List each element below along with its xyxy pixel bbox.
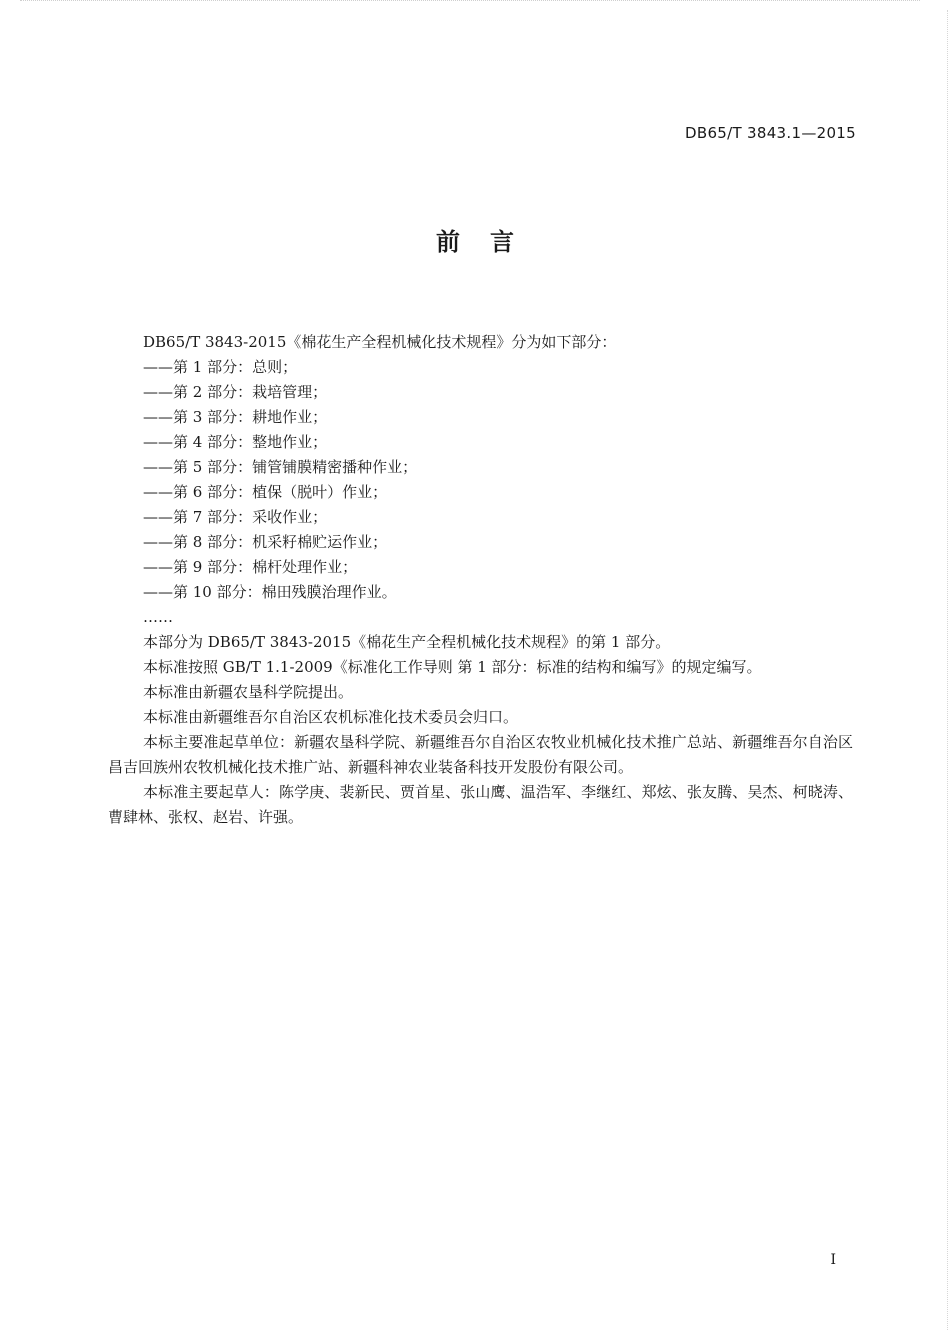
list-ellipsis: …… [143,608,173,626]
parts-list [108,355,853,630]
list-item: ——第 10 部分：棉田残膜治理作业。 [143,583,397,601]
paragraph-drafting-rules: 本标准按照 GB/T 1.1-2009《标准化工作导则 第 1 部分：标准的结构和编写》的规定编写。 [143,658,762,676]
scan-edge-top [20,0,920,7]
paragraph-drafting-units: 本标主要准起草单位：新疆农垦科学院、新疆维吾尔自治区农牧业机械化技术推广总站、新疆维吾尔自治区昌吉回族州农牧机械化技术推广站、新疆科神农业装备科技开发股份有限公司。 [108,733,853,776]
list-item: ——第 3 部分：耕地作业； [143,408,328,426]
paragraph-proposer: 本标准由新疆农垦科学院提出。 [143,683,354,701]
page-number: I [830,1252,836,1268]
list-item: ——第 9 部分：棉杆处理作业； [143,558,358,576]
list-item: ——第 2 部分：栽培管理； [143,383,328,401]
paragraph-administrator: 本标准由新疆维吾尔自治区农机标准化技术委员会归口。 [143,708,519,726]
list-item: ——第 1 部分：总则； [143,358,298,376]
list-item: ——第 8 部分：机采籽棉贮运作业； [143,533,388,551]
list-item: ——第 7 部分：采收作业； [143,508,328,526]
paragraph-part-statement: 本部分为 DB65/T 3843-2015《棉花生产全程机械化技术规程》的第 1 部分。 [143,633,671,651]
page-title: 前言 [436,228,544,256]
paragraph-drafters: 本标准主要起草人：陈学庚、裴新民、贾首星、张山鹰、温浩军、李继红、郑炫、张友腾、吴杰、柯晓涛、曹肆林、张权、赵岩、许强。 [108,783,853,826]
document-body [108,330,853,830]
list-item: ——第 6 部分：植保（脱叶）作业； [143,483,388,501]
intro-paragraph: DB65/T 3843-2015《棉花生产全程机械化技术规程》分为如下部分： [143,333,617,351]
standard-number: DB65/T 3843.1—2015 [685,124,856,142]
list-item: ——第 5 部分：铺管铺膜精密播种作业； [143,458,418,476]
scan-edge-right [946,10,948,1330]
list-item: ——第 4 部分：整地作业； [143,433,328,451]
